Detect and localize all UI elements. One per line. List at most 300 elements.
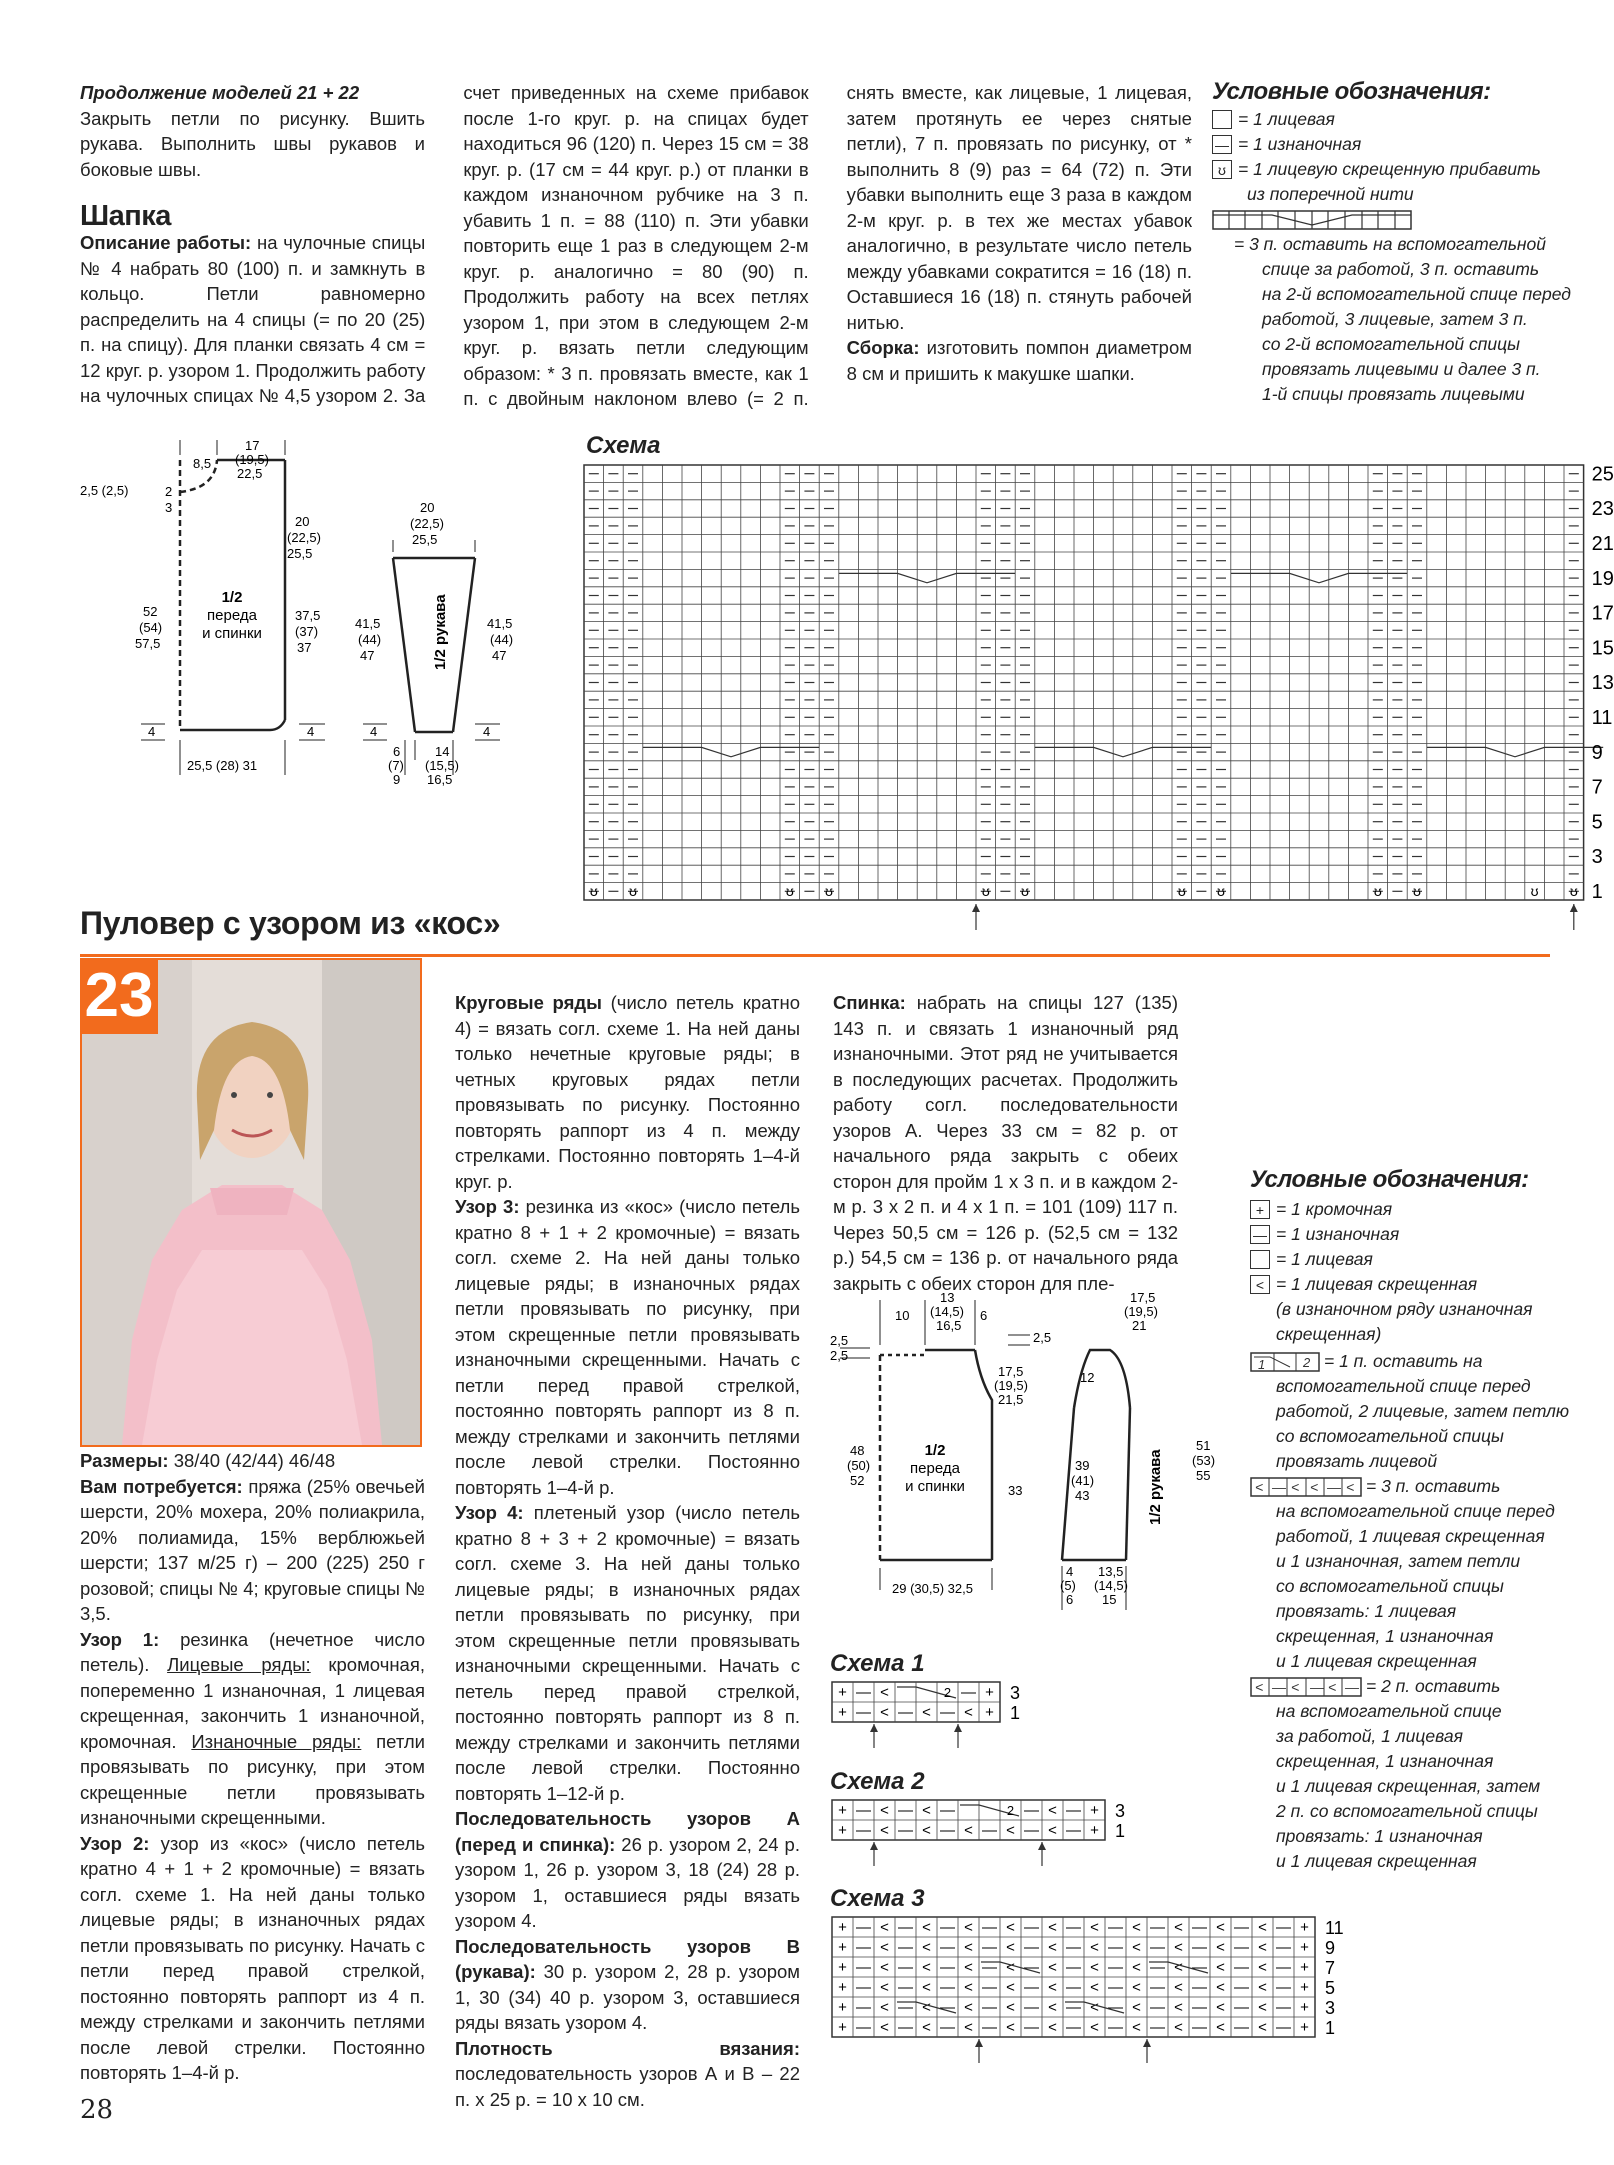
svg-text:<: < [1346, 1478, 1355, 1495]
scheme-cable-number: 2 [943, 1685, 952, 1700]
stitch-mark: < [1216, 1999, 1225, 2016]
stitch-mark: — [1024, 1802, 1039, 1819]
page-number: 28 [80, 2095, 114, 2125]
stitch-mark: — [856, 1999, 871, 2016]
sleeve-top-3: 25,5 [412, 532, 438, 547]
sleeve-b1-2: (7) [388, 758, 404, 773]
stitch-mark: + [838, 1802, 847, 1819]
svg-text:—: — [1272, 1478, 1286, 1495]
stitch-mark: < [964, 1939, 973, 1956]
svg-text:4: 4 [1066, 1564, 1074, 1579]
scheme-row-number: 3 [1115, 1801, 1126, 1821]
stitch-mark: < [1258, 1999, 1267, 2016]
stitch-mark: < [922, 1822, 931, 1839]
chart-frame [584, 465, 1584, 900]
stitch-mark: — [1234, 1999, 1249, 2016]
svg-text:—: — [1327, 1478, 1341, 1495]
scheme-arrow-head [870, 1724, 878, 1732]
cable-2-symbol-icon [1250, 1676, 1362, 1698]
increase-mark: ʊ [589, 883, 598, 899]
stitch-mark: < [1090, 1979, 1099, 1996]
scheme-3-chart [830, 1915, 1390, 2085]
stitch-mark: — [1066, 1979, 1081, 1996]
stitch-mark: — [856, 1959, 871, 1976]
stitch-mark: — [898, 2019, 913, 2036]
stitch-mark: — [1108, 1959, 1123, 1976]
legend-cable-3-desc: на вспомогательной спице перед работой, 1 лицевая скрещенная и 1 изнаночная, затем петли со вспомогательной спицы провязать: 1 лицевая скрещенная, 1 изнаночная и 1 лицевая скрещенная [1276, 1501, 1555, 1671]
cable-3x3-symbol-icon [1212, 209, 1412, 231]
stitch-mark: — [1192, 1999, 1207, 2016]
sleeve-right-2: (44) [490, 632, 514, 647]
row-number: 23 [1591, 498, 1614, 521]
scheme-row-number: 5 [1325, 1978, 1336, 1998]
stitch-mark: — [898, 1939, 913, 1956]
stitch-mark: < [1216, 1959, 1225, 1976]
hat-flow-spacer [80, 80, 425, 230]
stitch-mark: + [838, 1959, 847, 1976]
row-number: 3 [1591, 846, 1603, 869]
stitch-mark: — [1150, 1919, 1165, 1936]
stitch-mark: < [880, 1959, 889, 1976]
scheme-3-title: Схема 3 [830, 1885, 925, 1912]
stitch-mark: + [1300, 2019, 1309, 2036]
stitch-mark: — [1066, 2019, 1081, 2036]
scheme-arrow-head [870, 1842, 878, 1850]
stitch-mark: < [1174, 2019, 1183, 2036]
increase-mark: ʊ [785, 883, 794, 899]
stitch-mark: < [880, 1822, 889, 1839]
stitch-mark: < [1048, 2019, 1057, 2036]
svg-text:13,5: 13,5 [1098, 1564, 1124, 1579]
stitch-mark: — [940, 1939, 955, 1956]
svg-text:43: 43 [1075, 1488, 1090, 1503]
sleeve-top-1: 20 [420, 500, 435, 515]
stitch-mark: < [922, 1802, 931, 1819]
hat-description-flow [80, 80, 1192, 415]
stitch-mark: — [1108, 2019, 1123, 2036]
svg-text:—: — [1310, 1678, 1324, 1695]
stitch-mark: < [922, 1959, 931, 1976]
stitch-mark: + [1300, 1999, 1309, 2016]
legend-item-knit-2: = 1 лицевая [1250, 1247, 1590, 1272]
stitch-mark: — [1276, 1979, 1291, 1996]
stitch-mark: — [1108, 1979, 1123, 1996]
stitch-mark: + [838, 1939, 847, 1956]
svg-text:<: < [1255, 1478, 1264, 1495]
svg-text:6: 6 [1066, 1592, 1074, 1607]
stitch-mark: < [964, 1979, 973, 1996]
increase-mark: ʊ [1021, 883, 1029, 899]
body-length-3: 57,5 [135, 636, 161, 651]
stitch-mark: — [982, 1999, 997, 2016]
stitch-mark: — [1066, 1959, 1081, 1976]
stitch-mark: — [1234, 2019, 1249, 2036]
stitch-mark: — [940, 1802, 955, 1819]
stitch-mark: — [1066, 1939, 1081, 1956]
stitch-mark: + [1300, 1979, 1309, 1996]
stitch-mark: < [1048, 1919, 1057, 1936]
top-chart-title: Схема [586, 432, 661, 459]
stitch-mark: + [838, 1919, 847, 1936]
sleeve-left-1: 41,5 [355, 616, 381, 631]
increase-mark: ʊ [1530, 883, 1539, 899]
svg-text:17,5: 17,5 [998, 1364, 1024, 1379]
stitch-mark: < [1048, 1999, 1057, 2016]
stitch-mark: < [1258, 1919, 1267, 1936]
svg-text:2: 2 [1303, 1354, 1311, 1370]
scheme-arrow-head [975, 2039, 983, 2047]
svg-text:29 (30,5) 32,5: 29 (30,5) 32,5 [892, 1581, 973, 1596]
top-garment-schematic [75, 440, 545, 800]
stitch-mark: — [1150, 1939, 1165, 1956]
stitch-mark: < [1132, 2019, 1141, 2036]
stitch-mark: < [922, 2019, 931, 2036]
svg-text:2,5: 2,5 [830, 1333, 849, 1348]
stitch-mark: — [856, 2019, 871, 2036]
increase-mark: ʊ [981, 883, 990, 899]
bottom-legend [1250, 1197, 1590, 1874]
edge-symbol-icon: + [1250, 1200, 1270, 1219]
stitch-mark: — [1024, 1919, 1039, 1936]
body-side-2: (37) [295, 624, 319, 639]
body-armhole-2: (22,5) [287, 530, 321, 545]
stitch-mark: < [1132, 1999, 1141, 2016]
stitch-mark: < [1090, 1999, 1099, 2016]
stitch-mark: — [1066, 1919, 1081, 1936]
svg-text:21,5: 21,5 [998, 1392, 1024, 1407]
svg-text:13: 13 [940, 1290, 955, 1305]
svg-text:(19,5): (19,5) [994, 1378, 1028, 1393]
increase-mark: ʊ [1413, 883, 1421, 899]
row-number: 11 [1591, 707, 1613, 729]
svg-text:1: 1 [1258, 1356, 1266, 1372]
stitch-mark: < [964, 1959, 973, 1976]
stitch-mark: — [856, 1979, 871, 1996]
increase-mark: ʊ [1217, 883, 1225, 899]
sleeve-hem-right: 4 [483, 724, 491, 739]
stitch-mark: < [1090, 1939, 1099, 1956]
stitch-mark: — [1234, 1939, 1249, 1956]
stitch-mark: < [1006, 1979, 1015, 1996]
sleeve-b1-3: 9 [393, 772, 401, 787]
stitch-mark: — [1276, 1919, 1291, 1936]
cable-3-symbol-icon [1250, 1476, 1362, 1498]
cable-1-2-symbol-icon [1250, 1351, 1320, 1373]
stitch-mark: — [1192, 1919, 1207, 1936]
row-number: 13 [1591, 672, 1614, 695]
stitch-mark: < [1006, 1822, 1015, 1839]
svg-text:(41): (41) [1071, 1473, 1095, 1488]
svg-text:1/2 рукава: 1/2 рукава [1147, 1449, 1164, 1525]
stitch-mark: — [940, 1959, 955, 1976]
stitch-mark: < [1132, 1979, 1141, 1996]
pullover-col-2: Круговые ряды (число петель кратно 4) = вязать согл. схеме 1. На ней даны только нечетные круговые ряды; в четных круговых рядах петли провязывать по рисунку. Постоянно повторять раппорт из 4 п. между стрелками. Постоянно повторять 1–4-й круг. р. Узор 3: резинка из «кос» (число петель кратно 8 + 1 + 2 кромочные) = вязать согл. схеме 2. На ней даны только лицевые ряды; в изнаночных рядах петли провязывать по рисунку, при этом скрещенные петли провязывать изнаночными скрещенными. Начать с петли перед правой стрелкой, постоянно повторять раппорт из 8 п. между стрелками и закончить петлями после левой стрелки. Постоянно повторять 1–4-й р. Узор 4: плетеный узор (число петель кратно 8 + 3 + 2 кромочные) = вязать согл. схеме 3. На ней даны только лицевые ряды; в изнаночных рядах петли провязывать по рисунку, при этом скрещенные петли провязывать изнаночными скрещенными. Начать с петель перед правой стрелкой, постоянно повторять раппорт из 8 п. между стрелками и закончить петлями после левой стрелки. Постоянно повторять 1–12-й р. Последовательность узоров А (перед и спинка): 26 р. узором 2, 24 р. узором 1, 26 р. узором 3, 18 (24) 28 р. узором 1, оставшиеся ряды вязать узором 4. Последовательность узоров В (рукава): 30 р. узором 2, 28 р. узором 1, 30 (34) 40 р. узором 3, оставшиеся ряды вязать узором 4. Плотность вязания: последовательность узоров А и В – 22 п. х 25 р. = 10 х 10 см. [455, 992, 801, 2110]
stitch-mark: + [838, 1684, 847, 1701]
stitch-mark: < [1006, 1939, 1015, 1956]
scheme-2-title: Схема 2 [830, 1768, 925, 1795]
legend-item-purl-2: — = 1 изнаночная [1250, 1222, 1590, 1247]
stitch-mark: — [1150, 1999, 1165, 2016]
stitch-mark: — [982, 2019, 997, 2036]
row-number: 25 [1591, 463, 1614, 486]
body-half-label-2: переда [207, 607, 257, 624]
stitch-mark: < [880, 1704, 889, 1721]
stitch-mark: — [898, 1999, 913, 2016]
stitch-mark: < [1174, 1939, 1183, 1956]
stitch-mark: < [1258, 1959, 1267, 1976]
stitch-mark: + [1090, 1822, 1099, 1839]
svg-text:<: < [1255, 1678, 1264, 1695]
body-armhole-3: 25,5 [287, 546, 313, 561]
body-num-2: 2 [165, 484, 173, 499]
repeat-start-arrow-head [972, 904, 980, 912]
stitch-mark: < [922, 1704, 931, 1721]
svg-text:(14,5): (14,5) [930, 1304, 964, 1319]
increase-mark: ʊ [1373, 883, 1382, 899]
stitch-mark: < [1216, 2019, 1225, 2036]
stitch-mark: < [880, 1939, 889, 1956]
stitch-mark: < [922, 1979, 931, 1996]
stitch-mark: — [940, 1999, 955, 2016]
sleeve-top-2: (22,5) [410, 516, 444, 531]
body-half-label: 1/2 [221, 589, 243, 606]
svg-text:55: 55 [1196, 1468, 1211, 1483]
sleeve-b2-1: 14 [435, 744, 450, 759]
legend-twisted-cont: (в изнаночном ряду изнаночная скрещенная) [1276, 1299, 1533, 1344]
svg-text:2,5: 2,5 [1033, 1330, 1052, 1345]
stitch-mark: < [880, 1684, 889, 1701]
twisted-knit-symbol-icon: < [1250, 1275, 1270, 1294]
body-shoulder-1: 17 [245, 438, 260, 453]
stitch-mark: < [880, 1919, 889, 1936]
top-knitting-chart [582, 463, 1614, 903]
stitch-mark: — [1024, 1999, 1039, 2016]
body-length-1: 52 [143, 604, 158, 619]
legend-cable-1-2-desc: вспомогательной спице перед работой, 2 лицевые, затем петлю со вспомогательной спицы провязать лицевой [1276, 1376, 1570, 1471]
stitch-mark: — [1108, 1939, 1123, 1956]
scheme-row-number: 1 [1115, 1821, 1126, 1841]
sleeve-b2-2: (15,5) [425, 758, 459, 773]
stitch-mark: + [1300, 1959, 1309, 1976]
stitch-mark: < [880, 2019, 889, 2036]
hat-desc-text: на чулочные спицы № 4 набрать 80 (100) п. и замкнуть в кольцо. Петли равномерно распределить на 4 спицы (= по 20 (25) п. на спицу). Для планки связать 4 см = 12 круг. р. узором 1. Продолжить работу на чулочных спицах № 4,5 узором 2. За счет приведенных на схеме прибавок после 1-го круг. р. на спицах будет находиться 96 (120) п. Через 15 см = 38 круг. р. (17 см = 44 круг. р.) от планки в каждом изнаночном рубчике на 3 п. убавить 1 п. = 88 (110) п. Эти убавки повторить еще 1 раз в следующем 2-м круг. р. аналогично = 80 (90) п. Продолжить работу на всех петлях узором 1, при этом в следующем 2-м круг. р. вязать петли следующим образом: * 3 п. провязать вместе, как 1 п. с двойным наклоном влево (= 2 п. снять вместе, как лицевые, 1 лицевая, затем протянуть ее через снятые петли), 7 п. провязать по рисунку, от * выполнить 8 (9) раз = 64 (72) п. Эти убавки выполнить еще 3 раза в каждом 2-м круг. р. в тех же местах убавок аналогично, в результате число петель между убавками сократится = 16 (18) п. Оставшиеся 16 (18) п. стянуть рабочей нитью. [80, 82, 1192, 409]
scheme-row-number: 7 [1325, 1958, 1336, 1978]
section-title: Пуловер с узором из «кос» [80, 905, 501, 941]
stitch-mark: — [940, 1979, 955, 1996]
scheme-row-number: 1 [1325, 2018, 1336, 2038]
stitch-mark: < [1006, 1919, 1015, 1936]
body-neck-depth: 2,5 (2,5) [80, 483, 129, 498]
stitch-mark: < [1006, 1959, 1015, 1976]
svg-text:(19,5): (19,5) [1124, 1304, 1158, 1319]
stitch-mark: — [1192, 1979, 1207, 1996]
stitch-mark: < [964, 1919, 973, 1936]
body-side-3: 37 [297, 640, 312, 655]
svg-text:17,5: 17,5 [1130, 1290, 1156, 1305]
increase-symbol-icon: ʊ [1212, 160, 1232, 179]
svg-text:(50): (50) [847, 1458, 871, 1473]
scheme-1-chart [830, 1680, 1050, 1750]
assembly-label: Сборка: [846, 337, 920, 358]
scheme-arrow-head [1143, 2039, 1151, 2047]
scheme-row-number: 9 [1325, 1938, 1336, 1958]
svg-text:16,5: 16,5 [936, 1318, 962, 1333]
svg-text:2,5: 2,5 [830, 1348, 849, 1363]
stitch-mark: < [1132, 1939, 1141, 1956]
stitch-mark: — [1024, 1979, 1039, 1996]
stitch-mark: — [1024, 1822, 1039, 1839]
stitch-mark: — [898, 1979, 913, 1996]
svg-text:10: 10 [895, 1308, 910, 1323]
stitch-mark: — [940, 2019, 955, 2036]
knit-symbol-icon-2 [1250, 1250, 1270, 1269]
stitch-mark: — [1024, 1939, 1039, 1956]
svg-text:12: 12 [1080, 1370, 1095, 1385]
svg-text:51: 51 [1196, 1438, 1211, 1453]
stitch-mark: — [1234, 1979, 1249, 1996]
stitch-mark: — [1276, 1999, 1291, 2016]
stitch-mark: < [922, 1939, 931, 1956]
stitch-mark: + [985, 1704, 994, 1721]
stitch-mark: < [922, 1999, 931, 2016]
stitch-mark: — [1192, 1959, 1207, 1976]
stitch-mark: — [898, 1802, 913, 1819]
stitch-mark: < [1048, 1822, 1057, 1839]
body-length-2: (54) [139, 620, 163, 635]
stitch-mark: < [1006, 2019, 1015, 2036]
row-number: 19 [1591, 567, 1614, 590]
svg-text:(5): (5) [1060, 1578, 1076, 1593]
stitch-mark: < [1090, 2019, 1099, 2036]
stitch-mark: < [880, 1802, 889, 1819]
stitch-mark: — [940, 1919, 955, 1936]
stitch-mark: < [1216, 1979, 1225, 1996]
stitch-mark: — [1234, 1919, 1249, 1936]
scheme-row-number: 3 [1325, 1998, 1336, 2018]
legend-cable-2-desc: на вспомогательной спице за работой, 1 лицевая скрещенная, 1 изнаночная и 1 лицевая скрещенная, затем 2 п. со вспомогательной спицы провязать: 1 изнаночная и 1 лицевая скрещенная [1276, 1701, 1541, 1871]
stitch-mark: — [1066, 1999, 1081, 2016]
legend-cable-1-2: 1 2 = 1 п. оставить на [1250, 1349, 1590, 1374]
increase-mark: ʊ [1177, 883, 1186, 899]
legend-cable-symbol [1212, 207, 1572, 232]
stitch-mark: — [1192, 2019, 1207, 2036]
stitch-mark: — [856, 1939, 871, 1956]
stitch-mark: < [880, 1979, 889, 1996]
stitch-mark: — [898, 1959, 913, 1976]
scheme-cable-number: 2 [1006, 1803, 1015, 1818]
body-width: 25,5 (28) 31 [187, 758, 258, 773]
scheme-arrow-head [954, 1724, 962, 1732]
stitch-mark: < [1048, 1959, 1057, 1976]
legend-cable-3: < — < < — < = 3 п. оставить [1250, 1474, 1590, 1499]
svg-text:52: 52 [850, 1473, 865, 1488]
legend-cable-2: < — < — < — = 2 п. оставить [1250, 1674, 1590, 1699]
stitch-mark: < [964, 1704, 973, 1721]
sleeve-label: 1/2 рукава [432, 594, 449, 670]
stitch-mark: < [1216, 1939, 1225, 1956]
stitch-mark: — [856, 1704, 871, 1721]
stitch-mark: — [1108, 1919, 1123, 1936]
legend-item-edge: + = 1 кромочная [1250, 1197, 1590, 1222]
stitch-mark: — [961, 1684, 976, 1701]
stitch-mark: < [1174, 1919, 1183, 1936]
pullover-col-1: Размеры: 38/40 (42/44) 46/48 Вам потребуется: пряжа (25% овечьей шерсти, 20% мохера, 20% полиакрила, 20% полиамида, 15% верблюжьей шерсти; 137 м/25 г) – 200 (225) 250 г розовой; спицы № 4; круговые спицы № 3,5. Узор 1: резинка (нечетное число петель). Лицевые ряды: кромочная, попеременно 1 изнаночная, 1 лицевая скрещенная, закончить 1 изнаночной, кромочная. Изнаночные ряды: петли провязывать по рисунку, при этом скрещенные петли провязывать изнаночными скрещенными. Узор 2: узор из «кос» (число петель кратно 4 + 1 + 2 кромочные) = вязать согл. схеме 1. На ней даны только лицевые ряды; в изнаночных рядах петли провязывать по рисунку. Начать с петли перед правой стрелкой, постоянно повторять раппорт из 4 п. между стрелками и закончить петлями после левой стрелки. Постоянно повторять 1–4-й р. [80, 1450, 426, 2083]
top-legend-title: Условные обозначения: [1212, 78, 1491, 105]
svg-text:—: — [1345, 1678, 1359, 1695]
stitch-mark: < [1174, 1999, 1183, 2016]
scheme-2-chart [830, 1798, 1130, 1868]
hat-desc-label: Описание работы: [80, 232, 252, 253]
svg-text:<: < [1310, 1478, 1319, 1495]
stitch-mark: — [982, 1959, 997, 1976]
stitch-mark: < [1006, 1999, 1015, 2016]
stitch-mark: < [1174, 1979, 1183, 1996]
increase-mark: ʊ [825, 883, 833, 899]
increase-mark: ʊ [629, 883, 637, 899]
svg-text:(14,5): (14,5) [1094, 1578, 1128, 1593]
sleeve-b1-1: 6 [393, 744, 401, 759]
stitch-mark: — [940, 1822, 955, 1839]
stitch-mark: — [1066, 1802, 1081, 1819]
body-neck-width: 8,5 [193, 456, 212, 471]
stitch-mark: — [982, 1979, 997, 1996]
bottom-legend-title: Условные обозначения: [1250, 1166, 1529, 1193]
purl-symbol-icon: — [1212, 135, 1232, 154]
stitch-mark: < [1258, 1939, 1267, 1956]
stitch-mark: < [880, 1999, 889, 2016]
stitch-mark: < [922, 1919, 931, 1936]
body-side-1: 37,5 [295, 608, 321, 623]
body-shoulder-2: (19,5) [235, 452, 269, 467]
row-number: 15 [1591, 637, 1614, 660]
body-shoulder-3: 22,5 [237, 466, 263, 481]
continuation-title: Продолжение моделей 21 + 22 [80, 82, 360, 103]
body-armhole-1: 20 [295, 514, 310, 529]
stitch-mark: — [856, 1919, 871, 1936]
stitch-mark: + [1300, 1919, 1309, 1936]
stitch-mark: — [898, 1704, 913, 1721]
stitch-mark: — [1024, 1959, 1039, 1976]
stitch-mark: < [964, 2019, 973, 2036]
stitch-mark: < [1216, 1919, 1225, 1936]
stitch-mark: + [838, 1822, 847, 1839]
pullover-col-3: Спинка: набрать на спицы 127 (135) 143 п. и связать 1 изнаночный ряд изнаночными. Этот ряд не учитывается в последующих расчетах. Продолжить работу согл. последовательности узоров А. Через 33 см = 82 р. от начального ряда закрыть с обеих сторон для пройм 1 х 3 п. и в каждом 2-м р. 3 х 2 п. и 4 х 1 п. = 101 (109) 117 п. Через 50,5 см = 126 р. (52,5 см = 132 р.) 54,5 см = 136 р. от начального ряда закрыть с обеих сторон для пле- [833, 992, 1178, 1294]
svg-text:(53): (53) [1192, 1453, 1216, 1468]
stitch-mark: — [1024, 2019, 1039, 2036]
scheme-row-number: 3 [1010, 1683, 1021, 1703]
hat-title: Шапка [80, 200, 171, 232]
stitch-mark: — [898, 1822, 913, 1839]
stitch-mark: — [1234, 1959, 1249, 1976]
continuation-text: Закрыть петли по рисунку. Вшить рукава. Выполнить швы рукавов и боковые швы. [80, 107, 425, 180]
stitch-mark: + [1090, 1802, 1099, 1819]
svg-text:48: 48 [850, 1443, 865, 1458]
svg-text:33: 33 [1008, 1483, 1023, 1498]
sleeve-hem-left: 4 [370, 724, 378, 739]
stitch-mark: < [964, 1822, 973, 1839]
stitch-mark: — [1276, 1939, 1291, 1956]
scheme-row-number: 11 [1325, 1918, 1344, 1938]
row-number: 7 [1591, 776, 1603, 799]
legend-item-knit: = 1 лицевая [1212, 107, 1572, 132]
top-legend [1212, 107, 1572, 407]
sleeve-right-3: 47 [492, 648, 507, 663]
sleeve-right-1: 41,5 [487, 616, 513, 631]
svg-text:1/2: 1/2 [924, 1442, 946, 1459]
stitch-mark: — [982, 1939, 997, 1956]
svg-text:39: 39 [1075, 1458, 1090, 1473]
stitch-mark: — [1150, 1979, 1165, 1996]
